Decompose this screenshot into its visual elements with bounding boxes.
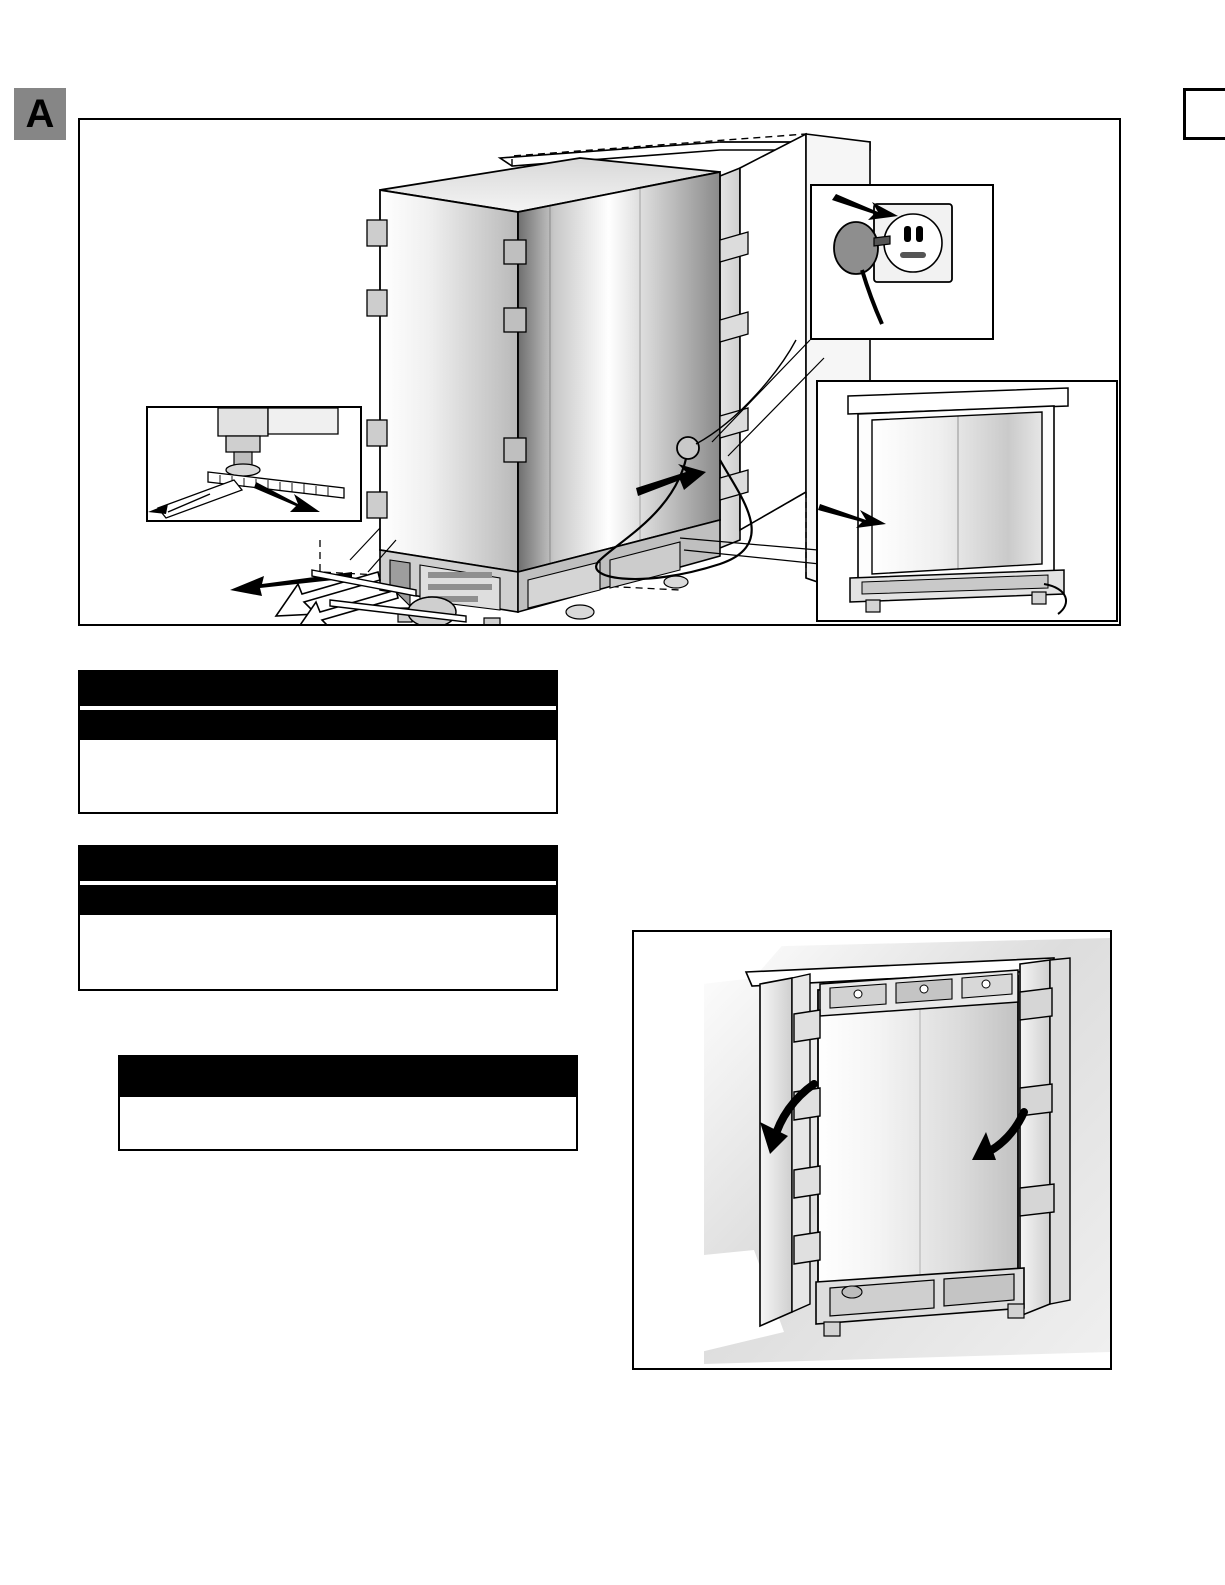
notice-1-subbar	[80, 710, 556, 740]
leveling-foot-inset	[146, 406, 362, 522]
notice-2-heading-bar	[80, 847, 556, 881]
notice-2-body	[80, 915, 556, 989]
main-illustration-frame	[78, 118, 1121, 626]
notice-3-body	[120, 1097, 576, 1149]
section-letter-badge	[14, 88, 66, 140]
notice-block-3	[118, 1055, 578, 1151]
notice-block-2	[78, 845, 558, 991]
page-edge-mark	[1183, 88, 1225, 140]
door-alignment-svg	[634, 932, 1110, 1368]
notice-3-heading-bar	[120, 1057, 576, 1097]
section-letter-text: A	[25, 92, 55, 136]
notice-2-subbar	[80, 885, 556, 915]
door-alignment-illustration-frame	[632, 930, 1112, 1370]
notice-1-body	[80, 740, 556, 812]
installed-appliance-inset	[816, 380, 1118, 622]
plug-socket-inset	[810, 184, 994, 340]
notice-1-heading-bar	[80, 672, 556, 706]
notice-block-1	[78, 670, 558, 814]
